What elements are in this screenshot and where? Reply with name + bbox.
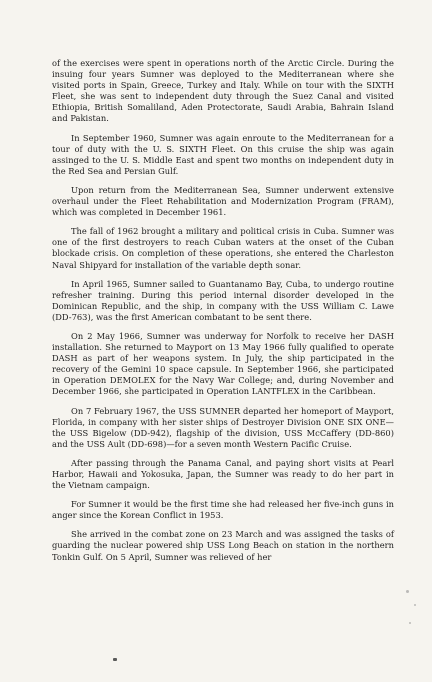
paragraph-fram-overhaul: Upon return from the Mediterranean Sea, Sumner underwent extensive overhaul under the Fleet Rehabilitation and Modernization Program (FRAM), which was completed in December 1961. bbox=[52, 184, 394, 218]
paragraph-may-1966: On 2 May 1966, Sumner was underway for Norfolk to receive her DASH installation. She returned to Mayport on 13 May 1966 fully qualified to operate DASH as part of her weapons system. In July, the ship participated in the recovery of the Gemini 10 space capsule. In September 1966, she participated in Operation DEMOLEX for the Navy War College; and, during November and December 1966, she participated in Operation LANTFLEX in the Caribbean. bbox=[52, 330, 394, 397]
paragraph-five-inch-guns: For Sumner it would be the first time she had released her five-inch guns in anger since the Korean Conflict in 1953. bbox=[52, 499, 394, 521]
paragraph-april-1965: In April 1965, Sumner sailed to Guantanamo Bay, Cuba, to undergo routine refresher training. During this period internal disorder developed in the Dominican Republic, and the ship, in company with the USS William C. Lawe (DD-763), was the first American combatant to be sent there. bbox=[52, 278, 394, 322]
paragraph-february-1967: On 7 February 1967, the USS SUMNER departed her homeport of Mayport, Florida, in company with her sister ships of Destroyer Division ONE SIX ONE—the USS Bigelow (DD-942), flagship of the division, USS McCaffery (DD-860) and the USS Ault (DD-698)—for a seven month Western Pacific Cruise. bbox=[52, 405, 394, 449]
paragraph-september-1960: In September 1960, Sumner was again enroute to the Mediterranean for a tour of duty with the U. S. SIXTH Fleet. On this cruise the ship was again assinged to the U. S. Middle East and spent two months on independent duty in the Red Sea and Persian Gulf. bbox=[52, 132, 394, 176]
scan-speckle bbox=[414, 604, 416, 606]
scan-speckle bbox=[406, 590, 409, 593]
paragraph-panama-canal: After passing through the Panama Canal, and paying short visits at Pearl Harbor, Hawaii and Yokosuka, Japan, the Sumner was ready to do her part in the Vietnam campaign. bbox=[52, 457, 394, 491]
page-mark bbox=[113, 658, 117, 661]
paragraph-combat-zone: She arrived in the combat zone on 23 March and was assigned the tasks of guarding the nuclear powered ship USS Long Beach on station in the northern Tonkin Gulf. On 5 April, Sumner was relieved of her bbox=[52, 529, 394, 562]
paragraph-arctic-mediterranean: of the exercises were spent in operations north of the Arctic Circle. During the insuing four years Sumner was deployed to the Mediterranean where she visited ports in Spain, Greece, Turkey and Italy. While on tour with the SIXTH Fleet, she was sent to independent duty through the Suez Canal and visited Ethiopia, British Somaliland, Aden Protectorate, Saudi Arabia, Bahrain Island and Pakistan. bbox=[52, 58, 394, 124]
scan-speckle bbox=[409, 622, 411, 624]
paragraph-cuba-1962: The fall of 1962 brought a military and political crisis in Cuba. Sumner was one of the first destroyers to reach Cuban waters at the onset of the Cuban blockade crisis. On completion of these operations, she entered the Charleston Naval Shipyard for installation of the variable depth sonar. bbox=[52, 226, 394, 270]
